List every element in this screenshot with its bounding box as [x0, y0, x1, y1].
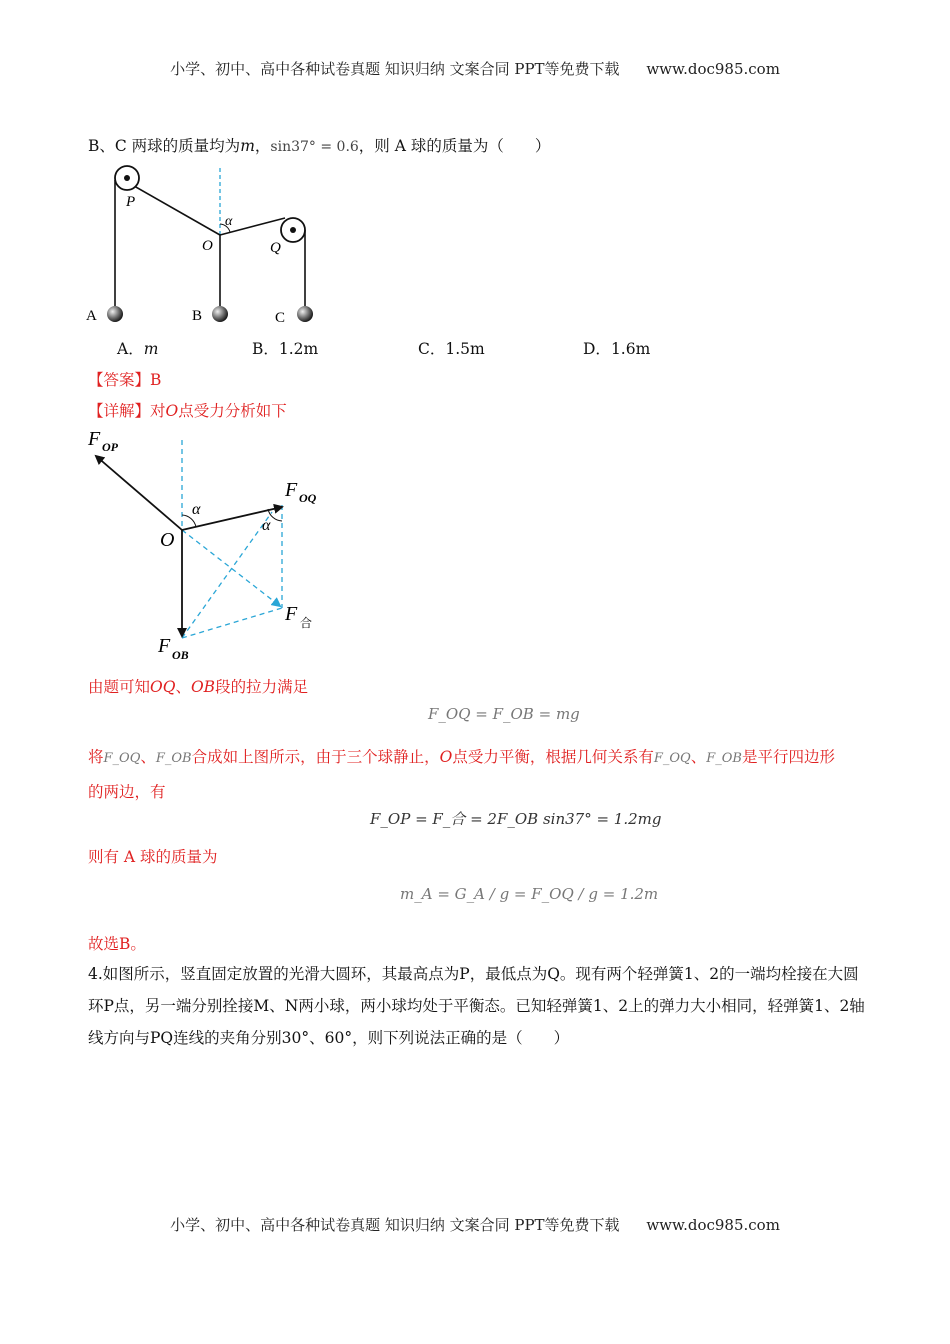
pulley-figure — [80, 160, 340, 335]
question-stem: B、C 两球的质量均为m，sin37° = 0.6，则 A 球的质量为（ ） — [88, 137, 551, 155]
question-4: 4.如图所示，竖直固定放置的光滑大圆环，其最高点为P，最低点为Q。现有两个轻弹簧1、2的一端均栓接在大圆环P点，另一端分别拴接M、N两小球，两小球均处于平衡态。已知轻弹簧1、2上的弹力大小相同，轻弹簧1、2轴线方向与PQ连线的夹角分别30°、60°，则下列说法正确的是（ ） — [88, 965, 865, 1047]
svg-text:F: F — [158, 635, 171, 657]
solution-line3: 的两边，有 — [88, 783, 166, 801]
label-alpha: α — [225, 214, 233, 229]
option-d: D．1.6m — [583, 340, 651, 358]
svg-text:OQ: OQ — [299, 491, 317, 505]
svg-text:F: F — [285, 479, 298, 501]
svg-text:F: F — [285, 603, 298, 625]
svg-text:OP: OP — [102, 440, 118, 454]
equation-1: F_OQ = F_OB = mg — [428, 705, 580, 723]
label-alpha2: α — [192, 501, 201, 518]
force-op-arrow — [96, 456, 182, 530]
label-f-oq — [284, 479, 317, 505]
answer-line: 【答案】B — [88, 371, 162, 389]
page-footer — [0, 1214, 950, 1235]
solution-line4: 则有 A 球的质量为 — [88, 848, 218, 866]
svg-text:合: 合 — [300, 616, 313, 630]
label-f-op — [87, 428, 119, 454]
ball-a — [107, 306, 123, 322]
label-p: P — [126, 194, 136, 210]
label-f-ob — [157, 635, 189, 662]
label-c: C — [275, 310, 286, 326]
footer-text: 小学、初中、高中各种试卷真题 知识归纳 文案合同 PPT等免费下载 — [170, 1216, 620, 1234]
label-alpha3: α — [262, 517, 271, 534]
header-url[interactable]: www.doc985.com — [646, 60, 780, 78]
sin-value: sin37° = 0.6 — [270, 139, 359, 155]
label-b: B — [192, 308, 203, 324]
ball-b — [212, 306, 228, 322]
footer-url[interactable]: www.doc985.com — [646, 1216, 780, 1234]
svg-text:OB: OB — [172, 648, 189, 662]
page-header — [0, 58, 950, 79]
svg-text:F: F — [88, 428, 101, 450]
option-c: C．1.5m — [418, 340, 485, 358]
label-f-he — [284, 603, 312, 630]
force-diagram — [80, 420, 340, 670]
solution-line5: 故选B。 — [88, 935, 146, 953]
label-o: O — [202, 238, 213, 254]
equation-3: m_A = G_A / g = F_OQ / g = 1.2m — [400, 885, 659, 903]
solution-line1: 由题可知OQ、OB段的拉力满足 — [88, 678, 309, 696]
option-a: A．m — [117, 340, 159, 358]
label-o2: O — [160, 529, 175, 551]
option-b: B．1.2m — [252, 340, 319, 358]
solution-line2: 将F_OQ、F_OB合成如上图所示，由于三个球静止，O点受力平衡，根据几何关系有F_OQ、F_OB是平行四边形 — [88, 748, 835, 766]
label-a: A — [86, 308, 97, 324]
label-q: Q — [270, 240, 281, 256]
ball-c — [297, 306, 313, 322]
detail-line: 【详解】对O点受力分析如下 — [88, 402, 287, 420]
equation-2: F_OP = F_合 = 2F_OB sin37° = 1.2mg — [370, 810, 662, 828]
header-text: 小学、初中、高中各种试卷真题 知识归纳 文案合同 PPT等免费下载 — [170, 60, 620, 78]
